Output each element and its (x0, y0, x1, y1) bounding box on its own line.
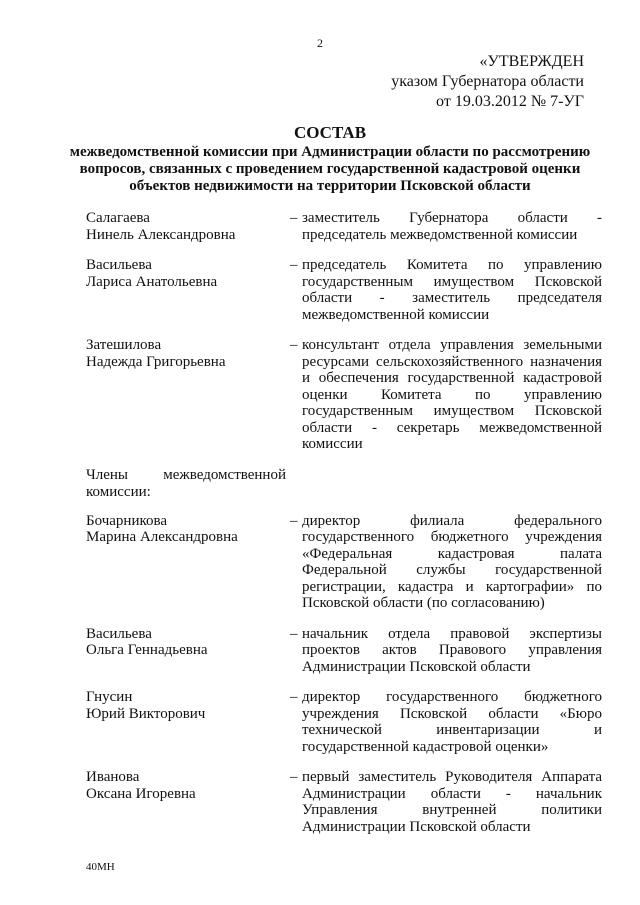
person-role: консультант отдела управления земельными ресурсами сельскохозяйственного назначения и обеспечения государственной кадастровой оценки Комитета по управлению государственным имуществом Псковской области - секретарь межведомственной комиссии (302, 337, 602, 452)
document-footer-code: 40МН (86, 861, 115, 873)
roster-entry (86, 337, 602, 453)
person-name (86, 769, 290, 835)
person-surname: Затешилова (86, 337, 162, 353)
person-role: директор государственного бюджетного учреждения Псковской области «Бюро технической инвентаризации и государственной кадастровой оценки» (302, 689, 602, 755)
person-name (86, 257, 290, 323)
page-number: 2 (317, 36, 323, 50)
document-title: СОСТАВ (293, 123, 367, 142)
approval-line-1: «УТВЕРЖДЕН (479, 53, 584, 70)
person-name (86, 210, 290, 243)
members-section-label: Члены межведомственной комиссии: (86, 466, 286, 500)
person-given-names: Ольга Геннадьевна (86, 642, 208, 658)
person-role: директор филиала федерального государственного бюджетного учреждения «Федеральная кадастровая палата Федеральной службы государственной регистрации, кадастра и картографии» по Псковской области (по согласованию) (302, 512, 602, 611)
person-surname: Васильева (86, 625, 152, 642)
person-surname: Гнусин (86, 689, 133, 705)
person-role: заместитель Губернатора области - председатель межведомственной комиссии (302, 210, 602, 243)
roster-entry (86, 626, 602, 676)
person-surname: Салагаева (86, 210, 150, 226)
person-name (86, 626, 290, 676)
roster-entry (86, 257, 602, 323)
dash-separator: – (290, 337, 298, 353)
person-role: начальник отдела правовой экспертизы проектов актов Правового управления Администрации Псковской области (302, 625, 602, 675)
person-surname: Бочарникова (86, 512, 168, 529)
approval-line-2: указом Губернатора области (391, 73, 584, 90)
person-name (86, 689, 290, 755)
approval-line-3: от 19.03.2012 № 7-УГ (436, 93, 584, 110)
person-name (86, 337, 290, 453)
dash-separator: – (290, 512, 298, 529)
commission-roster (86, 210, 602, 835)
dash-separator: – (290, 257, 298, 273)
dash-separator: – (290, 769, 298, 785)
dash-separator: – (290, 689, 298, 705)
roster-entry (86, 513, 602, 612)
person-role: первый заместитель Руководителя Аппарата Администрации области - начальник Управления внутренней политики Администрации Псковской области (302, 769, 602, 835)
roster-entry (86, 210, 602, 243)
person-given-names: Нинель Александровна (86, 226, 236, 243)
person-role: председатель Комитета по управлению государственным имуществом Псковской области - заместитель председателя межведомственной комиссии (302, 257, 602, 323)
roster-entry (86, 689, 602, 755)
document-heading (60, 122, 600, 195)
document-subtitle: межведомственной комиссии при Администрации области по рассмотрению вопросов, связанных с проведением государственной кадастровой оценки объектов недвижимости на территории Псковской области (69, 144, 591, 194)
roster-entry (86, 769, 602, 835)
person-given-names: Марина Александровна (86, 529, 238, 545)
person-name (86, 513, 290, 612)
dash-separator: – (290, 625, 298, 642)
person-given-names: Оксана Игоревна (86, 785, 196, 802)
person-given-names: Юрий Викторович (86, 705, 206, 722)
dash-separator: – (290, 210, 298, 226)
approval-stamp (391, 52, 584, 112)
person-surname: Васильева (86, 257, 152, 273)
person-given-names: Надежда Григорьевна (86, 353, 226, 370)
person-given-names: Лариса Анатольевна (86, 273, 218, 290)
person-surname: Иванова (86, 769, 140, 785)
